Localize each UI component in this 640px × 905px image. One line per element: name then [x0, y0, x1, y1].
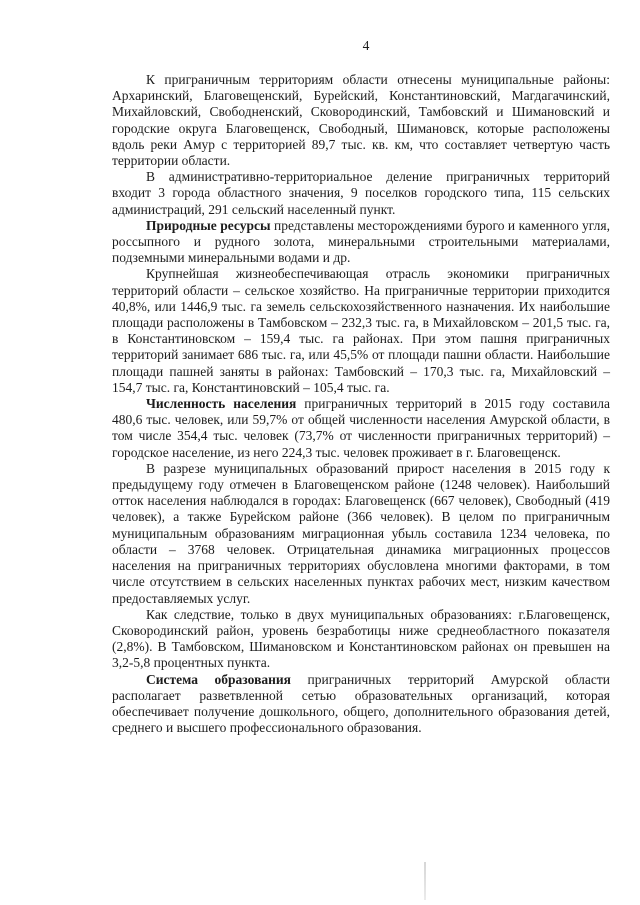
- paragraph-text: представлены месторождениями бурого и каменного угля, россыпного и рудного золота, минеральными строительными материалами, подземными минеральными водами и др.: [112, 217, 610, 266]
- paragraph-border-territories: [112, 72, 610, 169]
- paragraph-text: приграничных территорий Амурской области располагает разветвленной сетью образовательных организаций, которая обеспечивает получение дошкольного, общего, дополнительного образования детей, среднего и высшего профессионального образования.: [112, 671, 610, 736]
- scan-artifact: [424, 862, 426, 900]
- paragraph-education: [112, 672, 610, 737]
- paragraph-text: К приграничным территориям области отнесены муниципальные районы: Архаринский, Благовещенский, Бурейский, Константиновский, Магдагачинский, Михайловский, Свободненский, Сковородинский, Тамбовский и Шимановский и городские округа Благовещенск, Свободный, Шимановск, которые расположены вдоль реки Амур с территорией 89,7 тыс. кв. км, что составляет четвертую часть территории области.: [112, 72, 610, 169]
- section-heading-population: Численность населения: [146, 396, 297, 412]
- paragraph-migration: [112, 461, 610, 607]
- paragraph-agriculture: [112, 266, 610, 396]
- paragraph-text: приграничных территорий в 2015 году составила 480,6 тыс. человек, или 59,7% от общей численности населения Амурской области, в том числе 354,4 тыс. человек (73,7% от численности приграничных территорий) – городское население, из него 224,3 тыс. человек проживает в г. Благовещенск.: [112, 396, 611, 460]
- paragraph-population: [112, 396, 610, 461]
- paragraph-text: В разрезе муниципальных образований прирост населения в 2015 году к предыдущему году отмечен в Благовещенском районе (1248 человек). Наибольший отток населения наблюдался в городах: Благовещенск (667 человек), Свободный (419 человек), а также Бурейском районе (366 человек). В целом по приграничным муниципальным образованиям миграционная убыль составила 1234 человека, по области – 3768 человек. Отрицательная динамика миграционных процессов населения на приграничных территориях обусловлена многими факторами, в том числе отсутствием в сельских населенных пунктах рабочих мест, низким качеством предоставляемых услуг.: [112, 460, 610, 606]
- paragraph-text: В административно-территориальное деление приграничных территорий входит 3 города областного значения, 9 поселков городского типа, 115 сельских администраций, 291 сельский населенный пункт.: [112, 169, 610, 217]
- paragraph-unemployment: [112, 607, 610, 672]
- page-number: 4: [362, 38, 370, 53]
- paragraph-natural-resources: [112, 218, 610, 267]
- section-heading-natural-resources: Природные ресурсы: [146, 217, 271, 233]
- paragraph-administrative-division: [112, 169, 610, 218]
- paragraph-text: Как следствие, только в двух муниципальных образованиях: г.Благовещенск, Сковородинский район, уровень безработицы ниже среднеобластного показателя (2,8%). В Тамбовском, Шимановском и Константиновском районах он превышен на 3,2-5,8 процентных пункта.: [112, 606, 610, 671]
- section-heading-education: Система образования: [146, 671, 291, 687]
- paragraph-text: Крупнейшая жизнеобеспечивающая отрасль экономики приграничных территорий области – сельское хозяйство. На приграничные территории приходится 40,8%, или 1446,9 тыс. га земель сельскохозяйственного назначения. Их наибольшие площади расположены в Тамбовском – 232,3 тыс. га, в Михайловском – 201,5 тыс. га, в Константиновском – 159,4 тыс. га районах. При этом пашня приграничных территорий занимает 686 тыс. га, или 45,5% от площади пашни области. Наибольшие площади пашней заняты в районах: Тамбовский – 170,3 тыс. га, Михайловский – 154,7 тыс. га, Константиновский – 105,4 тыс. га.: [112, 266, 610, 395]
